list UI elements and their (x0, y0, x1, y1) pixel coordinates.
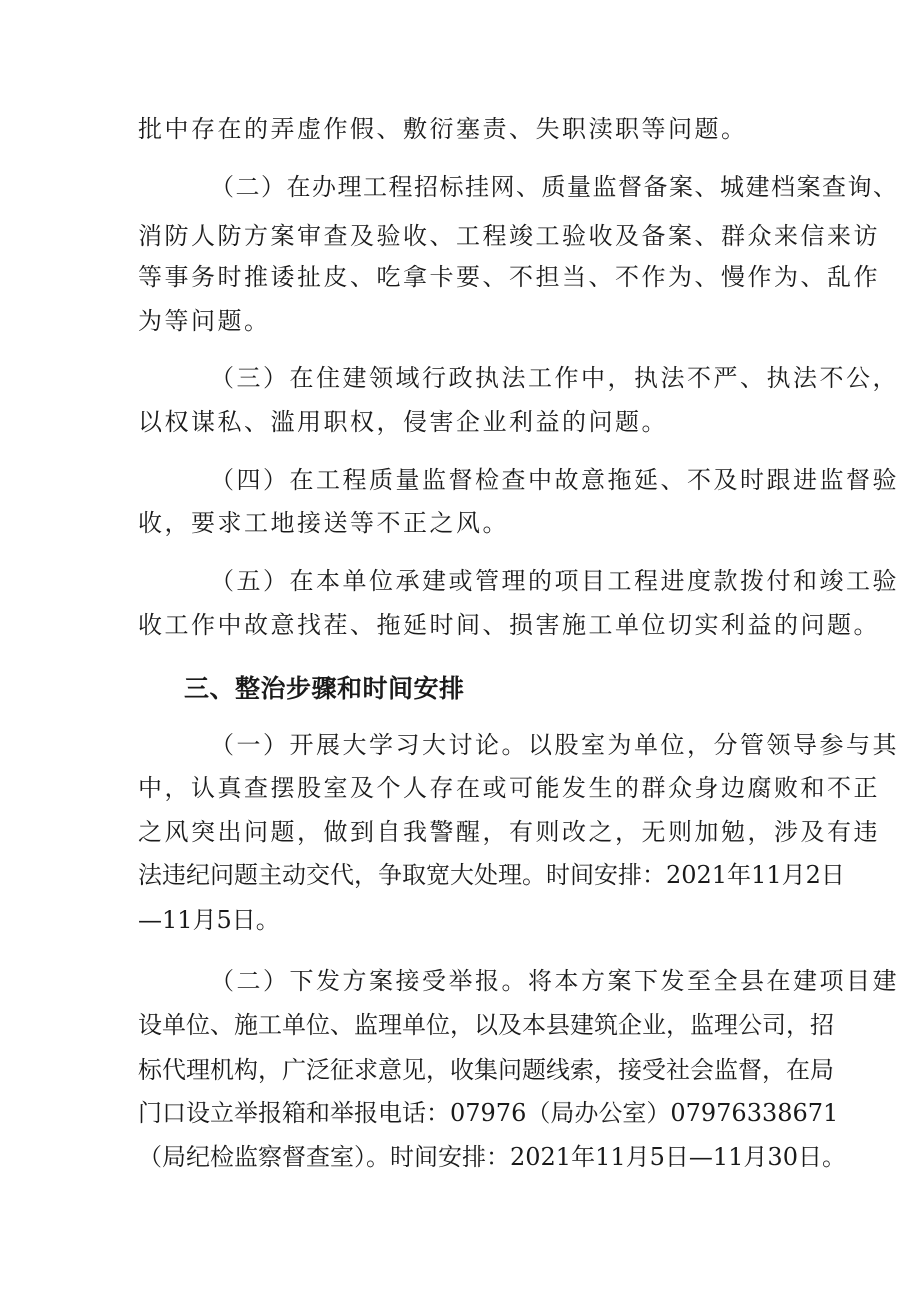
paragraph-line: 标代理机构，广泛征求意见，收集问题线索，接受社会监督，在局 (138, 1056, 834, 1084)
paragraph-line: 为等问题。 (138, 307, 271, 335)
paragraph-line: 收工作中故意找茬、拖延时间、损害施工单位切实利益的问题。 (138, 611, 880, 639)
paragraph-line: （四）在工程质量监督检查中故意拖延、不及时跟进监督验 (210, 466, 899, 494)
paragraph-line: —11月5日。 (138, 906, 280, 934)
paragraph-line: 中，认真查摆股室及个人存在或可能发生的群众身边腐败和不正 (138, 774, 880, 802)
paragraph-line: 之风突出问题，做到自我警醒，有则改之，无则加勉，涉及有违 (138, 818, 880, 846)
section-heading: 三、整治步骤和时间安排 (184, 674, 465, 703)
paragraph-line: （二）下发方案接受举报。将本方案下发至全县在建项目建 (210, 967, 899, 995)
paragraph-line: 门口设立举报箱和举报电话：07976（局办公室）07976338671 (138, 1099, 839, 1127)
paragraph-line: 消防人防方案审查及验收、工程竣工验收及备案、群众来信来访 (138, 222, 880, 250)
paragraph-line: 批中存在的弄虚作假、敷衍塞责、失职渎职等问题。 (138, 115, 748, 143)
paragraph-line: 法违纪问题主动交代，争取宽大处理。时间安排：2021年11月2日 (138, 861, 845, 889)
paragraph-line: 以权谋私、滥用职权，侵害企业利益的问题。 (138, 408, 668, 436)
paragraph-line: （一）开展大学习大讨论。以股室为单位，分管领导参与其 (210, 731, 899, 759)
paragraph-line: 设单位、施工单位、监理单位，以及本县建筑企业，监理公司，招 (138, 1011, 834, 1039)
paragraph-line: （五）在本单位承建或管理的项目工程进度款拨付和竣工验 (210, 567, 899, 595)
paragraph-line: （三）在住建领域行政执法工作中，执法不严、执法不公， (210, 364, 899, 392)
paragraph-line: （局纪检监察督查室）。时间安排：2021年11月5日—11月30日。 (138, 1143, 846, 1171)
paragraph-line: （二）在办理工程招标挂网、质量监督备案、城建档案查询、 (210, 173, 899, 201)
paragraph-line: 等事务时推诿扯皮、吃拿卡要、不担当、不作为、慢作为、乱作 (138, 263, 880, 291)
paragraph-line: 收，要求工地接送等不正之风。 (138, 509, 509, 537)
